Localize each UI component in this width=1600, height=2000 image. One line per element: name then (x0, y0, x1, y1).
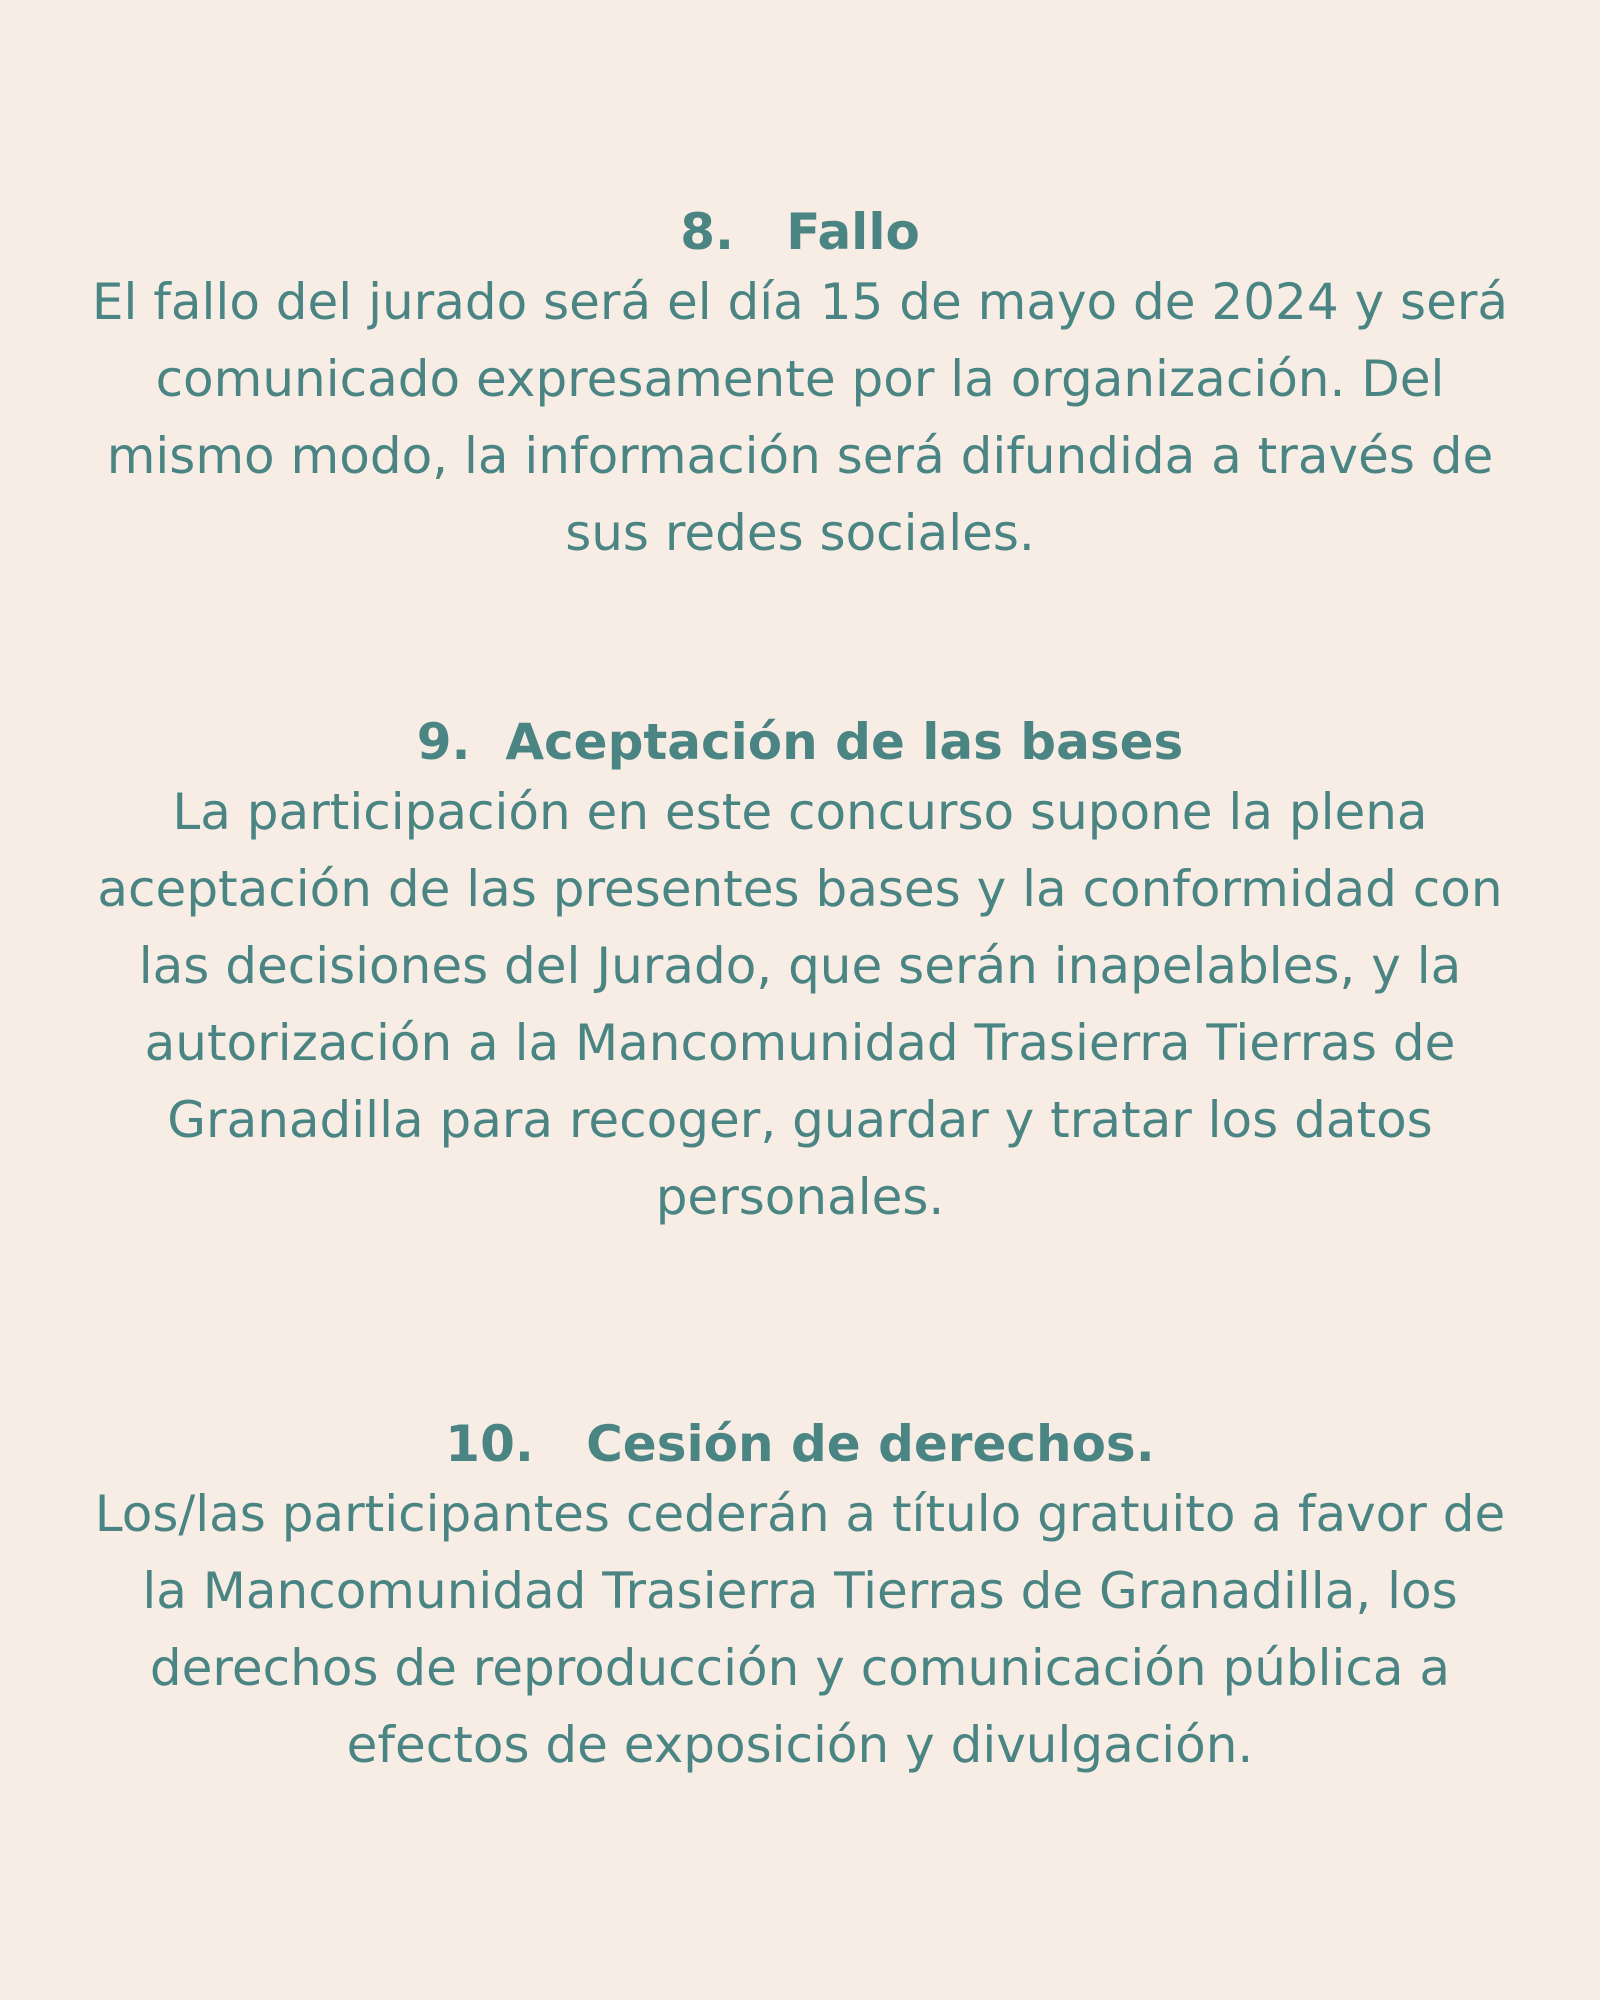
section-paragraph (60, 1476, 1540, 1784)
paragraph-line: efectos de exposición y divulgación. (346, 1716, 1254, 1774)
paragraph-line: El fallo del jurado será el día 15 de mayo de 2024 y será (91, 273, 1509, 331)
paragraph-line: personales. (655, 1168, 945, 1226)
paragraph-line: Los/las participantes cederán a título gratuito a favor de (94, 1485, 1506, 1543)
section-8-fallo (60, 200, 1540, 572)
paragraph-line: la Mancomunidad Trasierra Tierras de Granadilla, los (142, 1562, 1458, 1620)
section-heading (60, 1412, 1540, 1476)
paragraph-line: aceptación de las presentes bases y la conformidad con (97, 860, 1503, 918)
paragraph-line: Granadilla para recoger, guardar y tratar los datos (167, 1091, 1433, 1149)
paragraph-line: sus redes sociales. (565, 504, 1035, 562)
section-paragraph (60, 264, 1540, 572)
section-title: Fallo (786, 203, 920, 261)
paragraph-line: comunicado expresamente por la organización. Del (155, 350, 1445, 408)
section-heading (60, 710, 1540, 774)
section-number: 9. (416, 713, 471, 771)
paragraph-line: autorización a la Mancomunidad Trasierra Tierras de (144, 1014, 1456, 1072)
section-paragraph (60, 774, 1540, 1236)
paragraph-line: La participación en este concurso supone la plena (172, 783, 1428, 841)
section-9-aceptacion (60, 710, 1540, 1236)
section-number: 8. (680, 203, 734, 261)
section-title: Aceptación de las bases (505, 713, 1184, 771)
section-heading (60, 200, 1540, 264)
section-title: Cesión de derechos. (586, 1415, 1155, 1473)
paragraph-line: mismo modo, la información será difundida a través de (106, 427, 1494, 485)
paragraph-line: derechos de reproducción y comunicación pública a (149, 1639, 1451, 1697)
section-10-cesion (60, 1412, 1540, 1784)
section-number: 10. (445, 1415, 534, 1473)
paragraph-line: las decisiones del Jurado, que serán inapelables, y la (138, 937, 1462, 995)
